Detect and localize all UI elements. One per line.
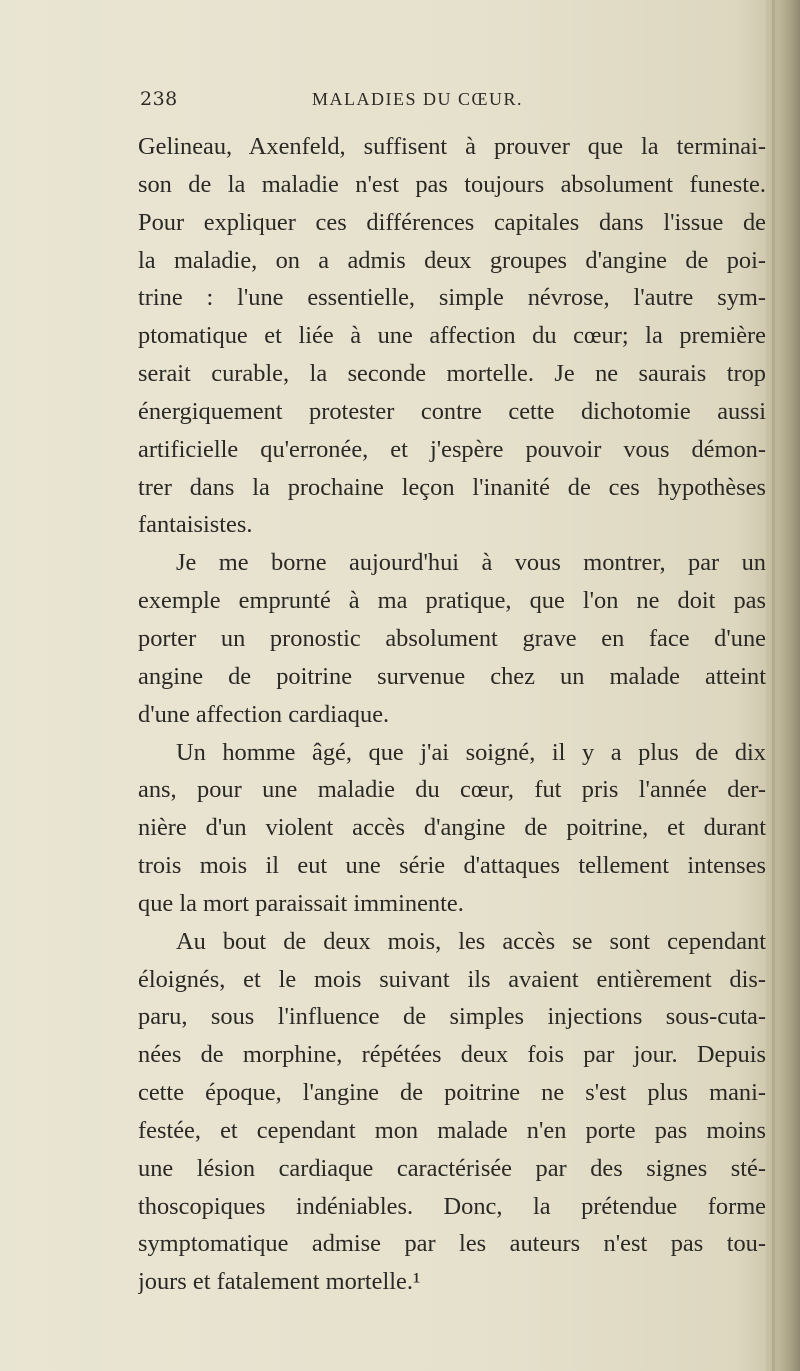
text-line: nées de morphine, répétées deux fois par jour. Depuis xyxy=(138,1041,766,1069)
text-line: thoscopiques indéniables. Donc, la prétendue forme xyxy=(138,1192,766,1220)
text-line: nière d'un violent accès d'angine de poitrine, et durant xyxy=(138,814,766,842)
text-line: que la mort paraissait imminente. xyxy=(138,889,464,917)
text-line: énergiquement protester contre cette dichotomie aussi xyxy=(138,397,766,425)
page-number: 238 xyxy=(140,88,178,110)
running-head: MALADIES DU CŒUR. xyxy=(312,89,524,109)
text-line: ptomatique et liée à une affection du cœur; la première xyxy=(138,322,766,350)
text-line: paru, sous l'influence de simples injections sous-cuta- xyxy=(138,1003,766,1031)
text-line: Pour expliquer ces différences capitales dans l'issue de xyxy=(138,208,766,236)
text-line: cette époque, l'angine de poitrine ne s'est plus mani- xyxy=(138,1079,766,1107)
text-line: ans, pour une maladie du cœur, fut pris l'année der- xyxy=(138,776,766,804)
text-line: trine : l'une essentielle, simple névrose, l'autre sym- xyxy=(138,284,766,312)
text-line: Je me borne aujourd'hui à vous montrer, par un xyxy=(176,549,766,577)
text-line: symptomatique admise par les auteurs n'est pas tou- xyxy=(138,1230,766,1258)
text-line: Un homme âgé, que j'ai soigné, il y a plus de dix xyxy=(176,738,766,766)
text-line: exemple emprunté à ma pratique, que l'on ne doit pas xyxy=(138,587,766,615)
text-line: éloignés, et le mois suivant ils avaient entièrement dis- xyxy=(138,965,766,993)
page-header xyxy=(140,88,740,118)
body-text xyxy=(138,128,766,1301)
text-line: la maladie, on a admis deux groupes d'angine de poi- xyxy=(138,246,766,274)
text-line: Au bout de deux mois, les accès se sont cependant xyxy=(176,927,766,955)
text-line: Gelineau, Axenfeld, suffisent à prouver que la terminai- xyxy=(138,133,766,160)
text-line: serait curable, la seconde mortelle. Je ne saurais trop xyxy=(138,360,766,388)
text-line: une lésion cardiaque caractérisée par des signes sté- xyxy=(138,1154,766,1182)
text-line: festée, et cependant mon malade n'en porte pas moins xyxy=(138,1116,766,1144)
page-binding-edge xyxy=(766,0,800,1371)
text-line: artificielle qu'erronée, et j'espère pouvoir vous démon- xyxy=(138,435,766,463)
text-line: son de la maladie n'est pas toujours absolument funeste. xyxy=(138,170,766,198)
text-line: fantaisistes. xyxy=(138,511,253,539)
text-line: porter un pronostic absolument grave en face d'une xyxy=(138,624,766,652)
text-line: jours et fatalement mortelle.¹ xyxy=(138,1268,421,1296)
text-line: trer dans la prochaine leçon l'inanité de ces hypothèses xyxy=(138,473,766,501)
text-line: trois mois il eut une série d'attaques tellement intenses xyxy=(138,852,766,880)
text-line: angine de poitrine survenue chez un malade atteint xyxy=(138,662,766,690)
text-line: d'une affection cardiaque. xyxy=(138,700,390,728)
